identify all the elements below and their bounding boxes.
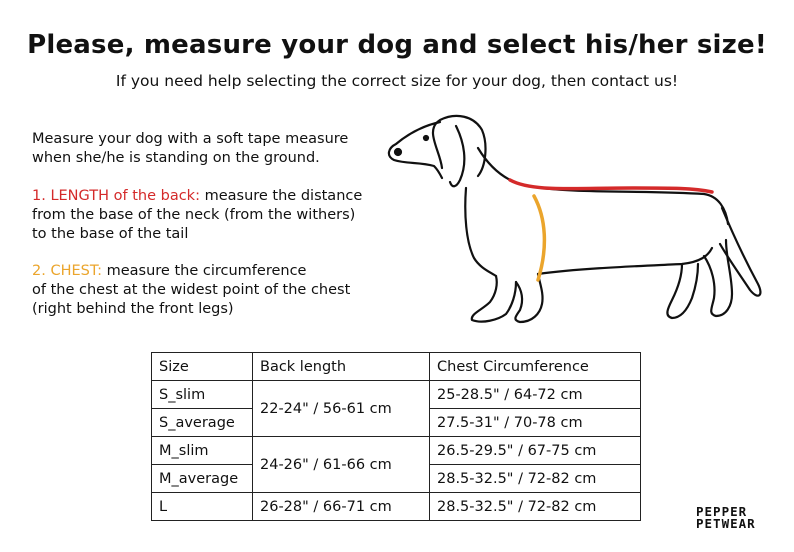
page-title: Please, measure your dog and select his/her size! [27, 30, 767, 60]
brand-logo [696, 506, 756, 530]
chest-cell: 25-28.5" / 64-72 cm [430, 381, 641, 409]
chest-line-2: of the chest at the widest point of the chest [32, 282, 351, 298]
header-size: Size [152, 353, 253, 381]
header-back-length: Back length [253, 353, 430, 381]
size-cell: S_slim [152, 381, 253, 409]
chest-cell: 28.5-32.5" / 72-82 cm [430, 465, 641, 493]
chest-instruction [32, 262, 412, 319]
table-row [152, 381, 641, 409]
size-table [151, 352, 641, 521]
chest-text-1: measure the circumference [102, 263, 307, 279]
length-label: 1. LENGTH of the back: [32, 188, 200, 204]
chest-cell: 27.5-31" / 70-78 cm [430, 409, 641, 437]
size-cell: M_slim [152, 437, 253, 465]
length-line-3: to the base of the tail [32, 226, 189, 242]
chest-cell: 26.5-29.5" / 67-75 cm [430, 437, 641, 465]
back-length-cell: 22-24" / 56-61 cm [253, 381, 430, 437]
table-row [152, 493, 641, 521]
intro-line-1: Measure your dog with a soft tape measure [32, 131, 349, 147]
length-text-1: measure the distance [199, 188, 363, 204]
chest-label: 2. CHEST: [32, 263, 102, 279]
table-row [152, 437, 641, 465]
chest-line-3: (right behind the front legs) [32, 301, 234, 317]
chest-cell: 28.5-32.5" / 72-82 cm [430, 493, 641, 521]
size-cell: L [152, 493, 253, 521]
header-chest: Chest Circumference [430, 353, 641, 381]
table-header-row [152, 353, 641, 381]
size-cell: S_average [152, 409, 253, 437]
length-instruction [32, 187, 412, 244]
length-line-1 [32, 187, 412, 206]
intro-line-2: when she/he is standing on the ground. [32, 150, 320, 166]
size-cell: M_average [152, 465, 253, 493]
chest-line-1 [32, 262, 412, 281]
intro-text [32, 130, 412, 168]
brand-line-2: PETWEAR [696, 516, 756, 531]
back-length-cell: 24-26" / 61-66 cm [253, 437, 430, 493]
length-line-2: from the base of the neck (from the withers) [32, 207, 356, 223]
back-length-cell: 26-28" / 66-71 cm [253, 493, 430, 521]
brand-line-1: PEPPER [696, 504, 748, 519]
page-subtitle: If you need help selecting the correct size for your dog, then contact us! [115, 72, 679, 90]
dachshund-outline-icon [382, 108, 782, 338]
